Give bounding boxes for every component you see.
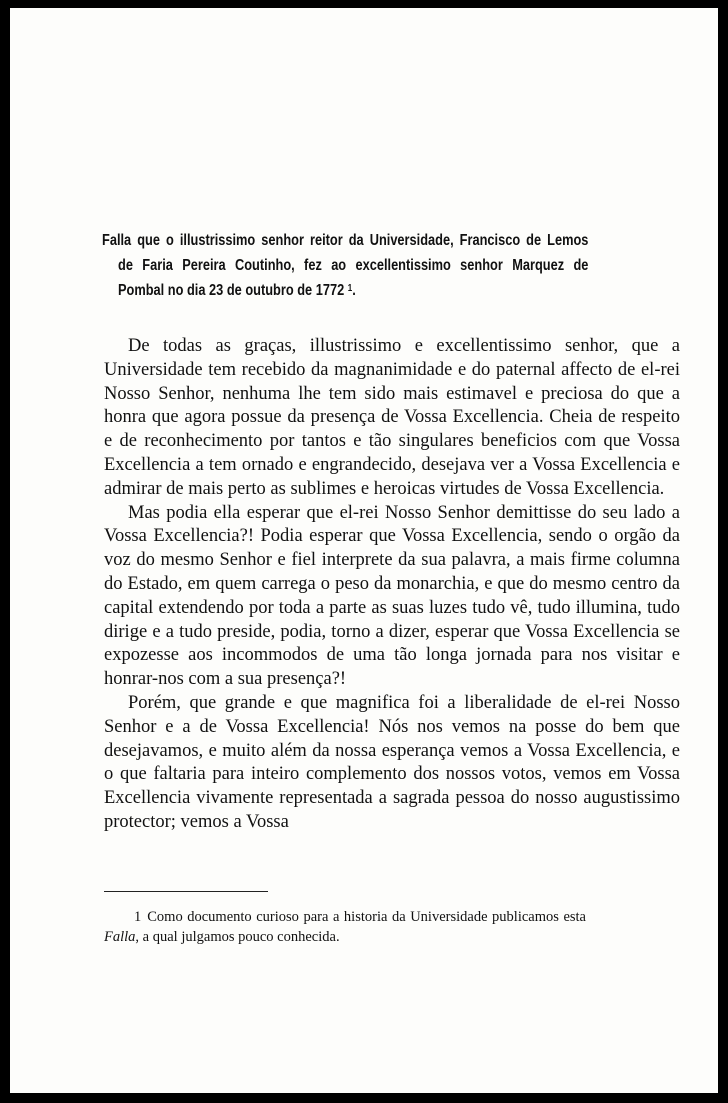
footnote-divider [104,891,268,892]
footnote-text-before: Como documento curioso para a historia da Universidade publicamos esta [147,909,586,925]
heading-line-1: Falla que o illustrissimo senhor reitor da Universidade, Francisco de Lemos [102,232,589,249]
footnote [104,908,586,947]
footnote-italic: Falla [104,928,136,945]
heading-line-2: de Faria Pereira Coutinho, fez ao excellentissimo senhor Marquez de [118,257,589,274]
heading-line-3 [102,278,588,303]
heading-footnote-ref[interactable]: 1 [347,283,353,294]
footnote-text-after: , a qual julgamos pouco conhecida. [135,928,340,945]
speech-heading [102,228,588,303]
heading-line-3-end: . [352,282,356,299]
body-text [104,335,680,835]
paragraph-3: Porém, que grande e que magnifica foi a liberalidade de el-rei Nosso Senhor e a de Vossa Excellencia! Nós nos vemos na posse do bem que desejavamos, e muito além da nossa esperança vemos a Vossa Excellencia, e o que faltaria para inteiro complemento dos nossos votos, vemos em Vossa Excellencia vivamente representada a sagrada pessoa do nosso augustissimo protector; vemos a Vossa [104,692,680,832]
paragraph-2: Mas podia ella esperar que el-rei Nosso Senhor demittisse do seu lado a Vossa Excellencia?! Podia esperar que Vossa Excellencia, sendo o orgão da voz do mesmo Senhor e fiel interprete da sua palavra, a mais firme columna do Estado, em quem carrega o peso da monarchia, e que do mesmo centro da capital extendendo por toda a parte as suas luzes tudo vê, tudo illumina, tudo dirige e a tudo preside, podia, torno a dizer, esperar que Vossa Excellencia se expozesse aos incommodos de uma tão longa jornada para nos visitar e honrar-nos com a sua presença?! [104,502,680,690]
document-page [10,8,718,1093]
heading-line-3-text: Pombal no dia 23 de outubro de 1772 [118,282,345,299]
footnote-mark: 1 [134,909,142,925]
paragraph-1: De todas as graças, illustrissimo e excellentissimo senhor, que a Universidade tem recebido da magnanimidade e do paternal affecto de el-rei Nosso Senhor, nenhuma lhe tem sido mais estimavel e preciosa do que a honra que agora possue da presença de Vossa Excellencia. Cheia de respeito e de reconhecimento por tantos e tão singulares beneficios com que Vossa Excellencia a tem ornado e engrandecido, desejava ver a Vossa Excellencia e admirar de mais perto as sublimes e heroicas virtudes de Vossa Excellencia. [104,336,680,499]
